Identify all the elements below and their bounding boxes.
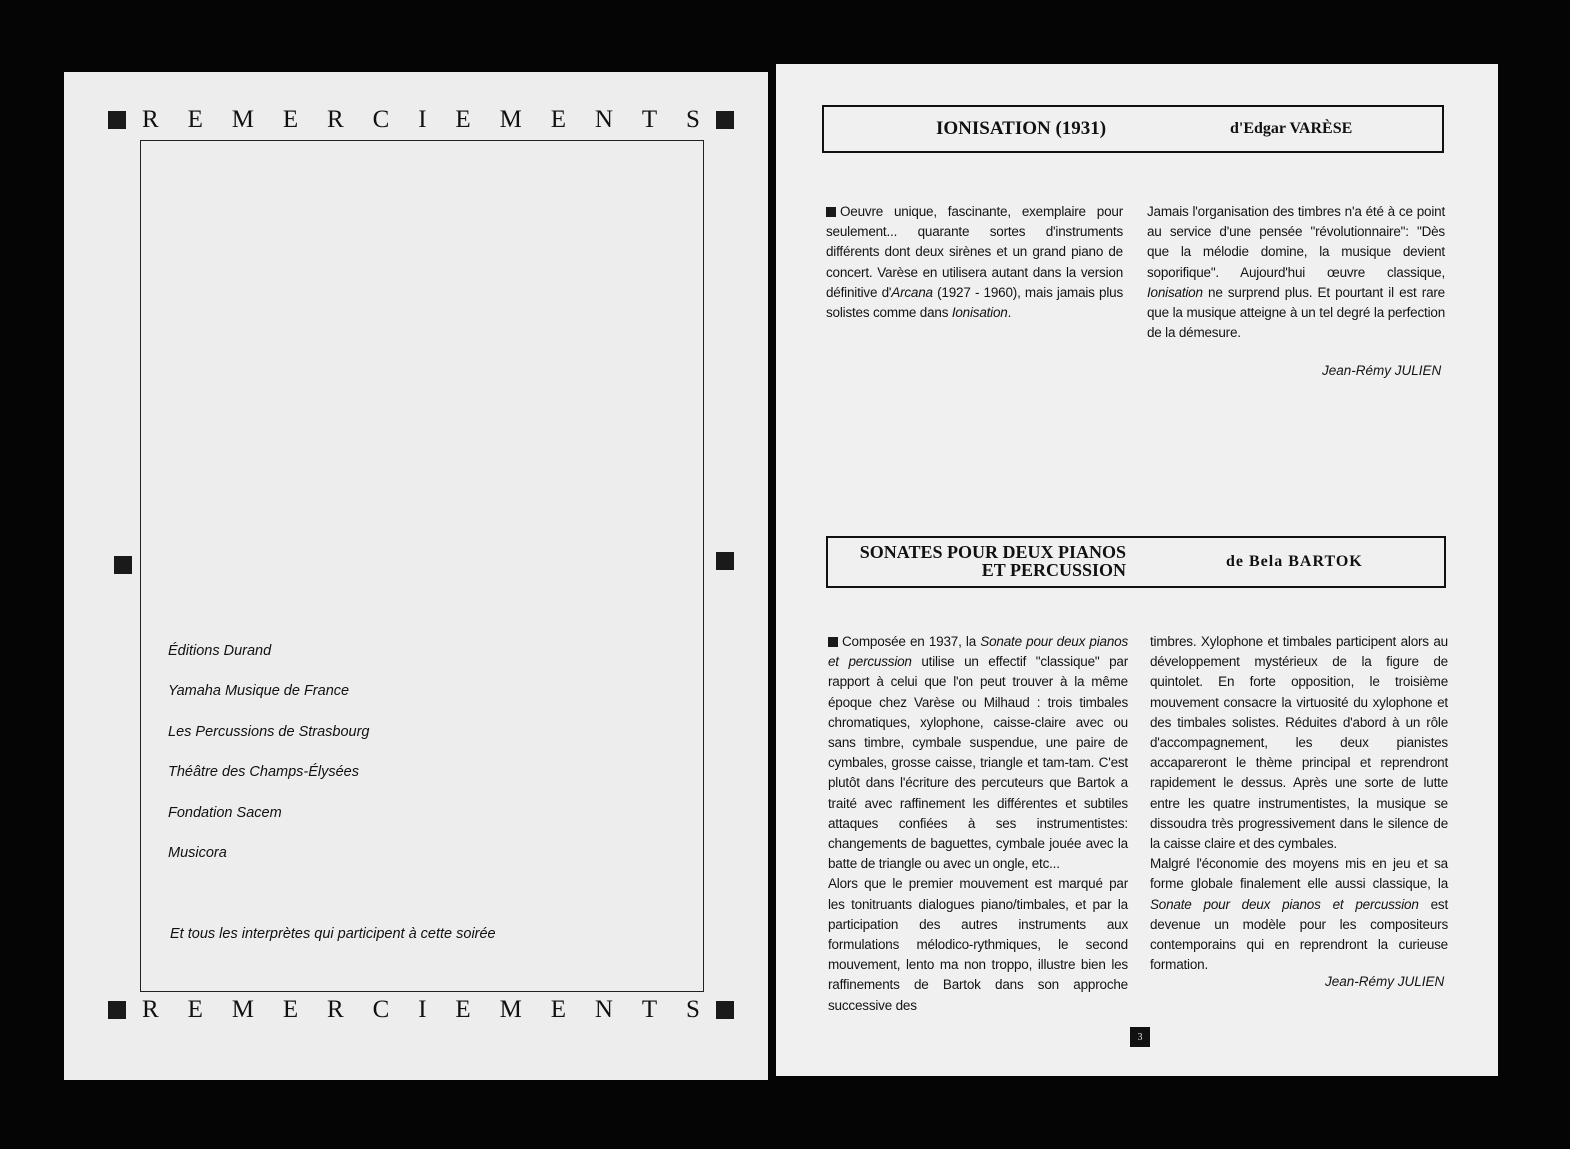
thanks-closing: Et tous les interprètes qui participent à cette soirée bbox=[170, 926, 496, 942]
text-run: Ionisation bbox=[951, 305, 1008, 321]
heading-letter: M bbox=[499, 996, 522, 1023]
paragraph: timbres. Xylophone et timbales participent alors au développement mystérieux de la figure de quintolet. En forte opposition, le troisième mouvement consacre la virtuosité du xylophone et des timbales solistes. Réduites d'abord à un rôle d'accompagnement, les deux pianistes accapareront le thème principal et reprendront rapidement le dessus. Après une sorte de lutte entre les quatre instrumentistes, la musique se dissoudra très progressivement dans le silence de la caisse claire et des cymbales. bbox=[1150, 634, 1448, 852]
text-run: Composée en 1937, la bbox=[842, 634, 981, 649]
side-bullet-square bbox=[716, 552, 734, 570]
composer-name: Edgar VARÈSE bbox=[1243, 120, 1353, 137]
paragraph bbox=[828, 632, 1128, 874]
article-title-box bbox=[822, 105, 1444, 153]
text-run: est devenue un modèle pour les compositeurs contemporains qui en reprendront la curieuse formation. bbox=[1150, 896, 1448, 973]
article-composer: de Bela BARTOK bbox=[1226, 553, 1363, 570]
heading-letter: R bbox=[142, 996, 159, 1023]
heading-letter: M bbox=[231, 106, 254, 133]
article-column bbox=[828, 632, 1128, 1016]
text-run: utilise un effectif "classique" par rapport à celui que l'on peut trouver à la même époque chez Varèse ou Milhaud : trois timbales chromatiques, xylophone, caisse-claire avec ou sans timbre, cymbale suspendue, une paire de cymbales, grosse caisse, triangle et tam-tam. C'est plutôt dans l'écriture des percuteurs que Bartok a traité avec raffinement les différentes et subtiles attaques confiées à ses instrumentistes: changements de baguettes, cymbale jouée avec la batte de triangle ou avec un ongle, etc... bbox=[828, 654, 1128, 872]
heading-letter: S bbox=[686, 106, 700, 133]
composer-prefix: d' bbox=[1230, 120, 1244, 137]
text-run: (1927 - 1960), mais jamais plus solistes comme dans bbox=[826, 284, 1123, 321]
article-column bbox=[826, 202, 1123, 323]
paragraph bbox=[826, 202, 1123, 323]
side-bullet-square bbox=[114, 556, 132, 574]
heading-letter: S bbox=[686, 996, 700, 1023]
heading-letter: E bbox=[455, 996, 471, 1023]
article-column bbox=[1147, 202, 1445, 343]
bullet-square bbox=[716, 1001, 734, 1019]
heading-letters bbox=[126, 996, 716, 1024]
heading-letter: C bbox=[372, 106, 390, 133]
thanks-frame bbox=[140, 140, 704, 992]
text-run: Jamais l'organisation des timbres n'a été à ce point au service d'une pensée "révolutionnaire": "Dès que la mélodie domine, la musique devient soporifique". Aujourd'hui œuvre classique, bbox=[1147, 204, 1445, 280]
heading-letter: T bbox=[641, 106, 658, 133]
heading-letter: R bbox=[327, 106, 344, 133]
bullet-square bbox=[828, 637, 838, 647]
text-run: . bbox=[1007, 305, 1012, 321]
text-run: ne surprend plus. Et pourtant il est rare que la musique atteigne à un tel degré la perfection de la démesure. bbox=[1147, 284, 1445, 341]
heading-letter: N bbox=[594, 106, 613, 133]
remerciements-heading-bottom bbox=[108, 996, 734, 1024]
heading-letter: E bbox=[187, 106, 203, 133]
article-title: IONISATION (1931) bbox=[936, 118, 1107, 139]
title-line: ET PERCUSSION bbox=[981, 560, 1126, 580]
bullet-square bbox=[826, 207, 836, 217]
text-run: Sonate pour deux pianos et percussion bbox=[1150, 896, 1419, 912]
author-credit: Jean-Rémy JULIEN bbox=[1325, 974, 1445, 989]
heading-letter: E bbox=[550, 106, 566, 133]
heading-letter: T bbox=[641, 996, 658, 1023]
heading-letter: E bbox=[455, 106, 471, 133]
text-run: Sonate pour deux pianos et percussion bbox=[828, 634, 1128, 670]
heading-letter: E bbox=[282, 996, 299, 1023]
thanks-item: Les Percussions de Strasbourg bbox=[168, 724, 370, 740]
heading-letter: E bbox=[282, 106, 299, 133]
heading-letter: C bbox=[372, 996, 390, 1023]
heading-letter: E bbox=[187, 996, 203, 1023]
title-line: SONATES POUR DEUX PIANOS bbox=[859, 542, 1126, 562]
text-run: Oeuvre unique, fascinante, exemplaire pour seulement... quarante sortes d'instruments différents dont deux sirènes et un grand piano de concert. Varèse en utilisera autant dans la version définitive d' bbox=[826, 204, 1123, 300]
heading-letter: R bbox=[327, 996, 344, 1023]
article-column bbox=[1150, 632, 1448, 975]
heading-letter: M bbox=[231, 996, 254, 1023]
article-title-box bbox=[826, 536, 1446, 588]
author-credit: Jean-Rémy JULIEN bbox=[1322, 363, 1442, 378]
heading-letter: N bbox=[594, 996, 613, 1023]
text-run: Malgré l'économie des moyens mis en jeu et sa forme globale finalement elle aussi classique, la bbox=[1150, 856, 1448, 892]
thanks-item: Fondation Sacem bbox=[168, 805, 282, 821]
text-run: Arcana bbox=[891, 284, 933, 300]
thanks-item: Musicora bbox=[168, 845, 227, 861]
heading-letter: R bbox=[142, 106, 159, 133]
thanks-item: Éditions Durand bbox=[168, 643, 272, 659]
paragraph bbox=[1147, 202, 1445, 343]
paragraph bbox=[1150, 854, 1448, 975]
article-title bbox=[836, 543, 1126, 579]
thanks-item: Yamaha Musique de France bbox=[168, 683, 350, 699]
article-composer bbox=[1230, 120, 1352, 138]
heading-letter: I bbox=[418, 996, 427, 1023]
page-number: 3 bbox=[1130, 1027, 1150, 1047]
heading-letters bbox=[126, 106, 716, 134]
remerciements-heading-top bbox=[108, 106, 734, 134]
heading-letter: I bbox=[418, 106, 427, 133]
heading-letter: E bbox=[550, 996, 566, 1023]
text-run: Ionisation bbox=[1147, 284, 1203, 300]
heading-letter: M bbox=[499, 106, 522, 133]
bullet-square bbox=[108, 1001, 126, 1019]
paragraph: Alors que le premier mouvement est marqué par les tonitruants dialogues piano/timbales, et par la participation des autres instruments aux formulations mélodico-rythmiques, le second mouvement, lento ma non troppo, illustre bien les raffinements de Bartok dans son approche successive des bbox=[828, 876, 1128, 1013]
thanks-item: Théâtre des Champs-Élysées bbox=[168, 764, 359, 780]
bullet-square bbox=[108, 111, 126, 129]
bullet-square bbox=[716, 111, 734, 129]
